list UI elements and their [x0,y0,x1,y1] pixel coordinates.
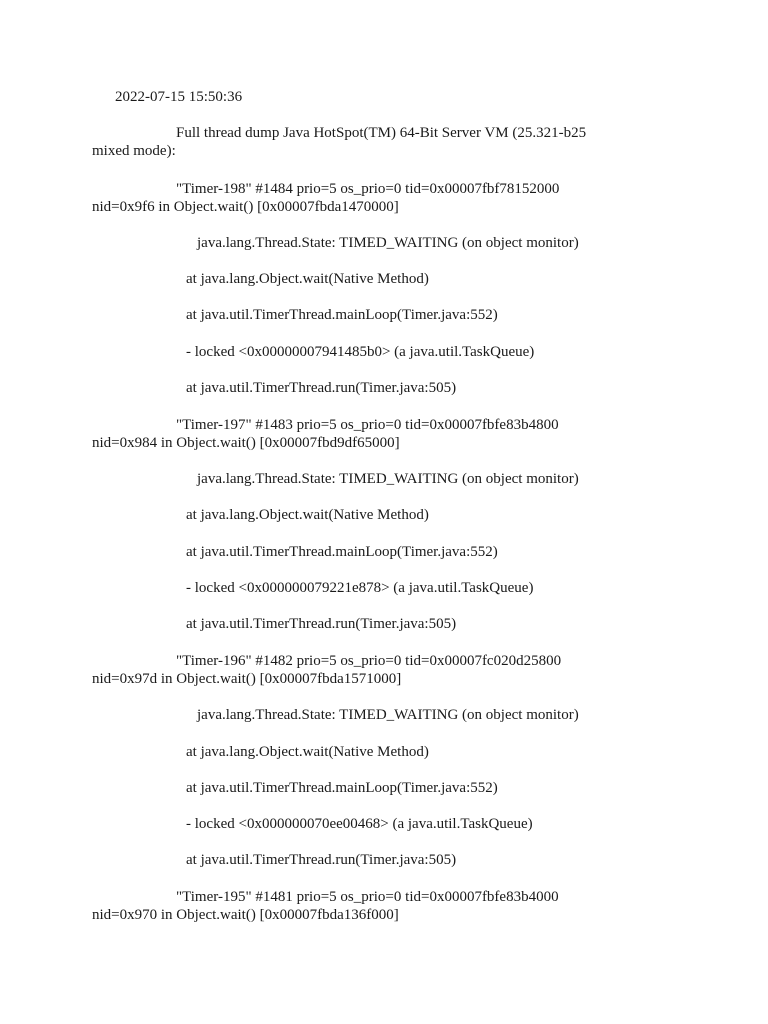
thread-header-line2: nid=0x9f6 in Object.wait() [0x00007fbda1470000] [92,199,399,215]
lock-line: - locked <0x000000079221e878> (a java.util.TaskQueue) [186,580,534,596]
thread-header-line2: nid=0x97d in Object.wait() [0x00007fbda1571000] [92,671,402,687]
stack-frame: at java.lang.Object.wait(Native Method) [186,744,429,760]
stack-frame: at java.lang.Object.wait(Native Method) [186,507,429,523]
stack-frame: at java.lang.Object.wait(Native Method) [186,271,429,287]
thread-state: java.lang.Thread.State: TIMED_WAITING (on object monitor) [197,235,579,251]
timestamp: 2022-07-15 15:50:36 [115,89,243,105]
stack-frame: at java.util.TimerThread.mainLoop(Timer.java:552) [186,307,498,323]
thread-header-line1: "Timer-195" #1481 prio=5 os_prio=0 tid=0x00007fbfe83b4000 [176,889,559,905]
stack-frame: at java.util.TimerThread.run(Timer.java:505) [186,380,457,396]
thread-header-line2: nid=0x970 in Object.wait() [0x00007fbda136f000] [92,907,399,923]
lock-line: - locked <0x000000070ee00468> (a java.util.TaskQueue) [186,816,533,832]
thread-header-line1: "Timer-196" #1482 prio=5 os_prio=0 tid=0x00007fc020d25800 [176,653,562,669]
thread-state: java.lang.Thread.State: TIMED_WAITING (on object monitor) [197,707,579,723]
stack-frame: at java.util.TimerThread.mainLoop(Timer.java:552) [186,544,498,560]
stack-frame: at java.util.TimerThread.run(Timer.java:505) [186,852,457,868]
thread-header-line1: "Timer-197" #1483 prio=5 os_prio=0 tid=0x00007fbfe83b4800 [176,417,559,433]
dump-header-line1: Full thread dump Java HotSpot(TM) 64-Bit Server VM (25.321-b25 [176,125,587,141]
dump-header-line2: mixed mode): [92,143,176,159]
stack-frame: at java.util.TimerThread.mainLoop(Timer.java:552) [186,780,498,796]
thread-state: java.lang.Thread.State: TIMED_WAITING (on object monitor) [197,471,579,487]
lock-line: - locked <0x00000007941485b0> (a java.util.TaskQueue) [186,344,535,360]
stack-frame: at java.util.TimerThread.run(Timer.java:505) [186,616,457,632]
thread-header-line2: nid=0x984 in Object.wait() [0x00007fbd9df65000] [92,435,400,451]
thread-header-line1: "Timer-198" #1484 prio=5 os_prio=0 tid=0x00007fbf78152000 [176,181,560,197]
